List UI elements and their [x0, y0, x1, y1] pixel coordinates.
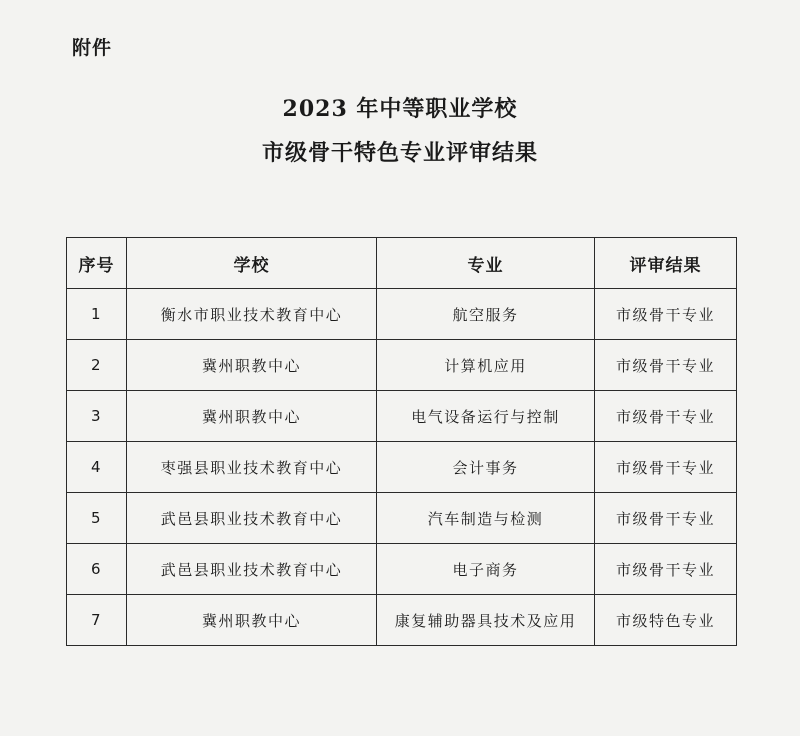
cell-school: 武邑县职业技术教育中心: [127, 544, 377, 595]
cell-result: 市级骨干专业: [595, 442, 737, 493]
cell-major: 航空服务: [377, 289, 595, 340]
attachment-label: 附件: [72, 37, 113, 59]
cell-school: 冀州职教中心: [127, 391, 377, 442]
cell-result: 市级骨干专业: [595, 493, 737, 544]
cell-no: 4: [67, 442, 127, 493]
header-major: 专业: [377, 238, 595, 289]
cell-no: 2: [67, 340, 127, 391]
header-result: 评审结果: [595, 238, 737, 289]
cell-no: 7: [67, 595, 127, 646]
table-row: [67, 544, 737, 595]
cell-major: 电子商务: [377, 544, 595, 595]
cell-school: 枣强县职业技术教育中心: [127, 442, 377, 493]
cell-major: 会计事务: [377, 442, 595, 493]
results-table: [66, 237, 737, 646]
table-row: [67, 442, 737, 493]
cell-no: 3: [67, 391, 127, 442]
header-no: 序号: [67, 238, 127, 289]
table-row: [67, 340, 737, 391]
cell-result: 市级骨干专业: [595, 391, 737, 442]
cell-school: 冀州职教中心: [127, 595, 377, 646]
table-row: [67, 391, 737, 442]
cell-no: 1: [67, 289, 127, 340]
header-school: 学校: [127, 238, 377, 289]
cell-school: 冀州职教中心: [127, 340, 377, 391]
cell-result: 市级骨干专业: [595, 544, 737, 595]
document-title-line-2: 市级骨干特色专业评审结果: [261, 140, 538, 166]
document-title-line-1: 2023 年中等职业学校: [282, 96, 518, 122]
table-header-row: [67, 238, 737, 289]
cell-school: 武邑县职业技术教育中心: [127, 493, 377, 544]
cell-result: 市级骨干专业: [595, 340, 737, 391]
cell-major: 计算机应用: [377, 340, 595, 391]
cell-school: 衡水市职业技术教育中心: [127, 289, 377, 340]
table-row: [67, 595, 737, 646]
table-row: [67, 493, 737, 544]
cell-result: 市级特色专业: [595, 595, 737, 646]
cell-no: 6: [67, 544, 127, 595]
table-row: [67, 289, 737, 340]
cell-no: 5: [67, 493, 127, 544]
cell-major: 康复辅助器具技术及应用: [377, 595, 595, 646]
cell-major: 汽车制造与检测: [377, 493, 595, 544]
cell-major: 电气设备运行与控制: [377, 391, 595, 442]
cell-result: 市级骨干专业: [595, 289, 737, 340]
